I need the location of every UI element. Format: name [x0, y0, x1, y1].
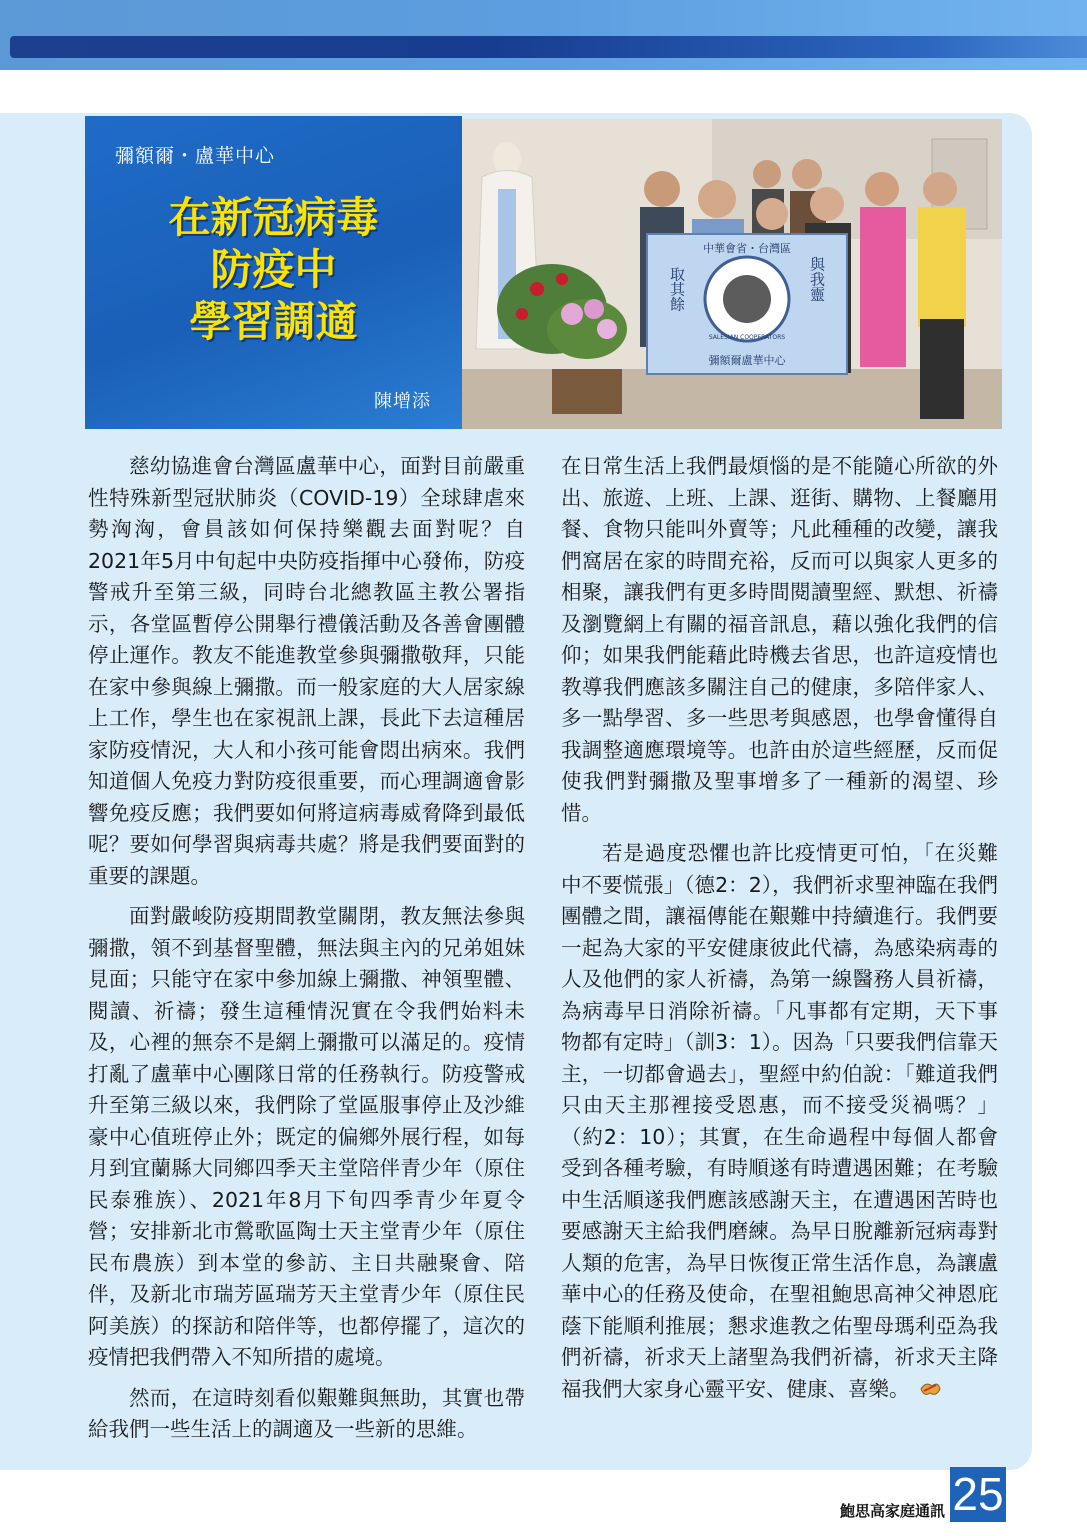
article-kicker: 彌額爾・盧華中心 — [115, 145, 276, 167]
article-title-line-3: 學習調適 — [189, 297, 358, 346]
group-photo — [462, 119, 1002, 429]
flag-text-right: 與我靈 — [808, 256, 826, 302]
body-column-left — [88, 451, 525, 1455]
end-mark-icon — [918, 1379, 942, 1399]
article-title — [85, 192, 462, 348]
flag-text-left: 取其餘 — [668, 266, 686, 312]
paragraph-1: 慈幼協進會台灣區盧華中心，面對目前嚴重性特殊新型冠狀肺炎（COVID-19）全球肆虐來勢洶洶，會員該如何保持樂觀去面對呢？自2021年5月中旬起中央防疫指揮中心發佈，防疫警戒升至第三級，同時台北總教區主教公署指示，各堂區暫停公開舉行禮儀活動及各善會團體停止運作。教友不能進教堂參與彌撒敬拜，只能在家中參與線上彌撒。而一般家庭的大人居家線上工作，學生也在家視訊上課，長此下去這種居家防疫情況，大人和小孩可能會悶出病來。我們知道個人免疫力對防疫很重要，而心理調適會影響免疫反應；我們要如何將這病毒威脅降到最低呢？要如何學習與病毒共處？將是我們要面對的重要的課題。 — [88, 454, 525, 888]
top-banner-stripe — [10, 36, 1087, 58]
group-photo-illustration — [462, 119, 1002, 429]
article-title-line-2: 防疫中 — [210, 245, 337, 294]
flag-text-ring: SALESIAN COOPERATORS — [708, 334, 786, 341]
paragraph-2: 面對嚴峻防疫期間教堂關閉，教友無法參與彌撒，領不到基督聖體，無法與主內的兄弟姐妹見面；只能守在家中參加線上彌撒、神領聖體、閱讀、祈禱；發生這種情況實在令我們始料未及，心裡的無奈不是網上彌撒可以滿足的。疫情打亂了盧華中心團隊日常的任務執行。防疫警戒升至第三級以來，我們除了堂區服事停止及沙維豪中心值班停止外；既定的偏鄉外展行程，如每月到宜蘭縣大同鄉四季天主堂陪伴青少年（原住民泰雅族）、2021年8月下旬四季青少年夏令營；安排新北市鶯歌區陶士天主堂青少年（原住民布農族）到本堂的參訪、主日共融聚會、陪伴，及新北市瑞芳區瑞芳天主堂青少年（原住民阿美族）的探訪和陪伴等，也都停擺了，這次的疫情把我們帶入不知所措的處境。 — [88, 904, 525, 1369]
flag-text-top: 中華會省・台灣區 — [703, 242, 791, 255]
page-number: 25 — [950, 1467, 1006, 1522]
paragraph-4: 在日常生活上我們最煩惱的是不能隨心所欲的外出、旅遊、上班、上課、逛街、購物、上餐廳用餐、食物只能叫外賣等；凡此種種的改變，讓我們窩居在家的時間充裕，反而可以與家人更多的相聚，讓我們有更多時間閱讀聖經、默想、祈禱及瀏覽網上有關的福音訊息，藉以強化我們的信仰；如果我們能藉此時機去省思，也許這疫情也教導我們應該多關注自己的健康，多陪伴家人、多一點學習、多一些思考與感恩，也學會懂得自我調整適應環境等。也許由於這些經歷，反而促使我們對彌撒及聖事增多了一種新的渴望、珍惜。 — [561, 454, 998, 825]
top-banner — [0, 0, 1087, 70]
article-author: 陳增添 — [374, 391, 431, 412]
publication-name: 鮑思高家庭通訊 — [840, 1502, 946, 1520]
paragraph-5-text: 若是過度恐懼也許比疫情更可怕，「在災難中不要慌張」（德2：2），我們祈求聖神臨在我們團體之間，讓福傳能在艱難中持續進行。我們要一起為大家的平安健康彼此代禱，為感染病毒的人及他們的家人祈禱，為第一線醫務人員祈禱，為病毒早日消除祈禱。「凡事都有定期，天下事物都有定時」（訓3：1）。因為「只要我們信靠天主，一切都會過去」，聖經中約伯說：「難道我們只由天主那裡接受恩惠，而不接受災禍嗎？」（約2：10）；其實，在生命過程中每個人都會受到各種考驗，有時順遂有時遭遇困難；在考驗中生活順遂我們應該感謝天主，在遭遇困苦時也要感謝天主給我們磨練。為早日脫離新冠病毒對人類的危害，為早日恢復正常生活作息，為讓盧華中心的任務及使命，在聖祖鮑思高神父神恩庇蔭下能順利推展；懇求進教之佑聖母瑪利亞為我們祈禱，祈求天上諸聖為我們祈禱，祈求天主降福我們大家身心靈平安、健康、喜樂。 — [561, 841, 998, 1401]
article-title-line-1: 在新冠病毒 — [168, 193, 379, 242]
paragraph-3: 然而，在這時刻看似艱難與無助，其實也帶給我們一些生活上的調適及一些新的思維。 — [88, 1385, 525, 1441]
flag-text-bottom: 彌額爾盧華中心 — [708, 354, 786, 367]
paragraph-5 — [561, 838, 998, 1405]
body-column-right — [561, 451, 998, 1414]
